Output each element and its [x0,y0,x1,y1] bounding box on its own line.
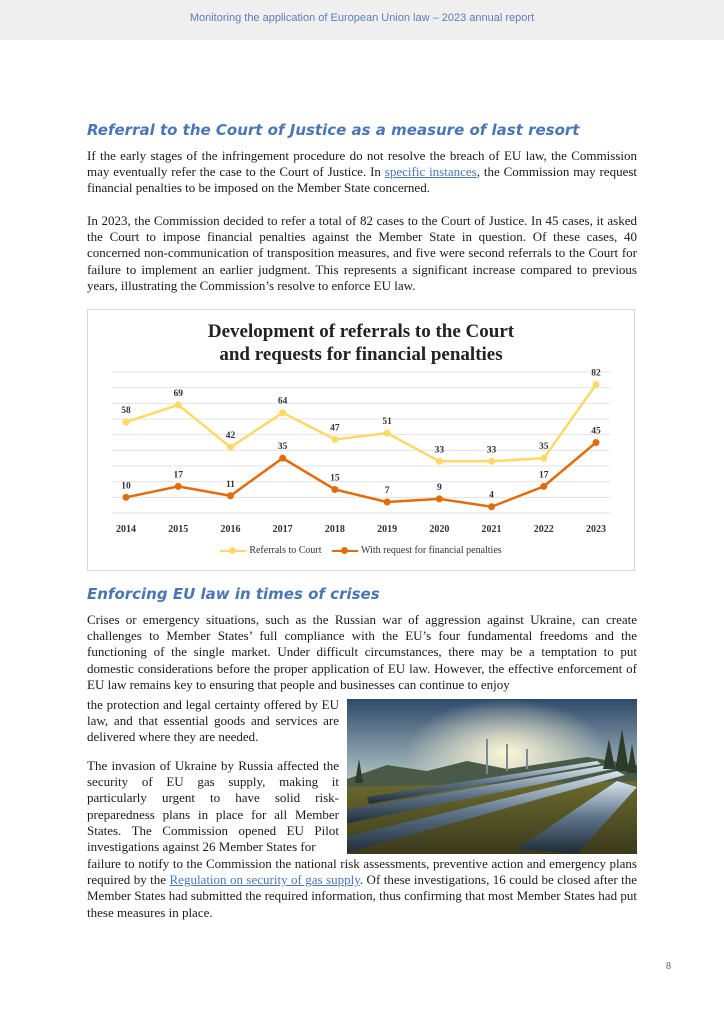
data-label: 17 [539,470,549,481]
data-label: 35 [539,442,549,453]
data-point [436,458,443,465]
paragraph-gas-investigations [87,856,637,921]
x-tick-label: 2023 [586,524,606,535]
text: If the early stages of the infringement procedure do not resolve the breach of EU law, the Commission may eventually refer the case to the Court of Justice. In [87,148,637,180]
x-tick-label: 2016 [220,524,241,535]
paragraph-referral-2023: In 2023, the Commission decided to refer a total of 82 cases to the Court of Justice. In 45 cases, it asked the Court to impose financial penalties against the Member State in question. Of these cases, 40 concerned non-communication of transposition measures, and five were second referrals to the Court for failure to implement an earlier judgment. This represents a significant increase compared to previous years, illustrating the Commission’s resolve to enforce EU law. [87,213,637,293]
x-tick-label: 2017 [272,524,293,535]
data-point [175,483,182,490]
x-tick-label: 2014 [116,524,136,535]
paragraph-gas-supply: The invasion of Ukraine by Russia affected the security of EU gas supply, making it particularly urgent to have solid risk-preparedness plans in place for all Member States. The Commission opened EU Pilot investigations against 26 Member States for [87,758,339,855]
legend-swatch-penalties [332,550,358,552]
data-point [436,495,443,502]
x-tick-label: 2022 [533,524,554,535]
data-label: 47 [330,423,340,434]
chart-legend [88,545,634,556]
data-point [331,486,338,493]
chart-title-line1: Development of referrals to the Court [207,321,515,342]
data-label: 4 [489,490,494,501]
text: , the Commission may request financial penalties to be imposed on the Member State concerned. [87,164,638,196]
data-point [331,436,338,443]
x-tick-label: 2015 [168,524,189,535]
data-label: 33 [434,445,445,456]
link-gas-regulation[interactable]: Regulation on security of gas supply [169,872,360,888]
data-point [175,401,182,408]
data-label: 58 [121,406,131,417]
text: failure to notify to the Commission the national risk assessments, preventive action and emergency plans required by the [87,856,637,888]
data-label: 10 [121,481,131,492]
data-label: 11 [225,479,235,490]
data-label: 45 [591,426,601,437]
data-point [227,492,234,499]
data-point [488,458,495,465]
data-label: 42 [225,431,236,442]
x-tick-label: 2020 [429,524,450,535]
x-tick-label: 2019 [377,524,398,535]
legend-label-penalties: With request for financial penalties [361,545,502,556]
data-point [593,381,600,388]
series-line-0 [126,385,596,462]
data-point [279,409,286,416]
x-tick-label: 2021 [481,524,502,535]
section-heading-crises: Enforcing EU law in times of crises [87,585,380,603]
chart-title-line2: and requests for financial penalties [219,344,503,365]
link-specific-instances[interactable]: specific instances [384,164,477,180]
referrals-chart [87,309,635,571]
data-point [540,483,547,490]
data-point [384,499,391,506]
legend-label-referrals: Referrals to Court [249,545,322,556]
header-title: Monitoring the application of European Union law – 2023 annual report [189,12,535,24]
data-label: 69 [173,388,183,399]
paragraph-referral-intro [87,148,637,197]
data-label: 15 [330,473,340,484]
data-point [540,455,547,462]
paragraph-crises-intro: Crises or emergency situations, such as the Russian war of aggression against Ukraine, can create challenges to Member States’ full compliance with the EU’s four fundamental freedoms and the functioning of the single market. Under difficult circumstances, there may be a temptation to put domestic considerations before the proper application of EU law. However, the effective enforcement of EU law remains key to ensuring that people and businesses can continue to enjoy [87,612,637,692]
chart-plot [88,310,634,570]
data-label: 9 [436,482,442,493]
text: . Of these investigations, 16 could be closed after the Member States had submitted the required information, thus confirming that most Member States had put these measures in place. [87,872,637,920]
data-label: 51 [382,417,392,428]
x-tick-label: 2018 [324,524,345,535]
page-number: 8 [666,961,671,972]
legend-item-referrals [220,545,321,556]
data-point [593,439,600,446]
data-point [384,430,391,437]
data-label: 17 [173,470,183,481]
legend-item-penalties [332,545,502,556]
paragraph-crises-continued: the protection and legal certainty offered by EU law, and that essential goods and services are delivered where they are needed. [87,697,339,745]
pipeline-photo [347,699,637,854]
data-point [227,444,234,451]
data-point [488,503,495,510]
legend-swatch-referrals [220,550,246,552]
pipeline-image [347,699,637,854]
data-label: 64 [277,396,288,407]
data-label: 7 [384,486,390,497]
data-point [279,455,286,462]
data-point [123,494,130,501]
data-point [123,419,130,426]
data-label: 35 [277,442,288,453]
data-label: 82 [591,368,601,379]
data-label: 33 [486,445,497,456]
section-heading-referral: Referral to the Court of Justice as a measure of last resort [87,121,580,139]
